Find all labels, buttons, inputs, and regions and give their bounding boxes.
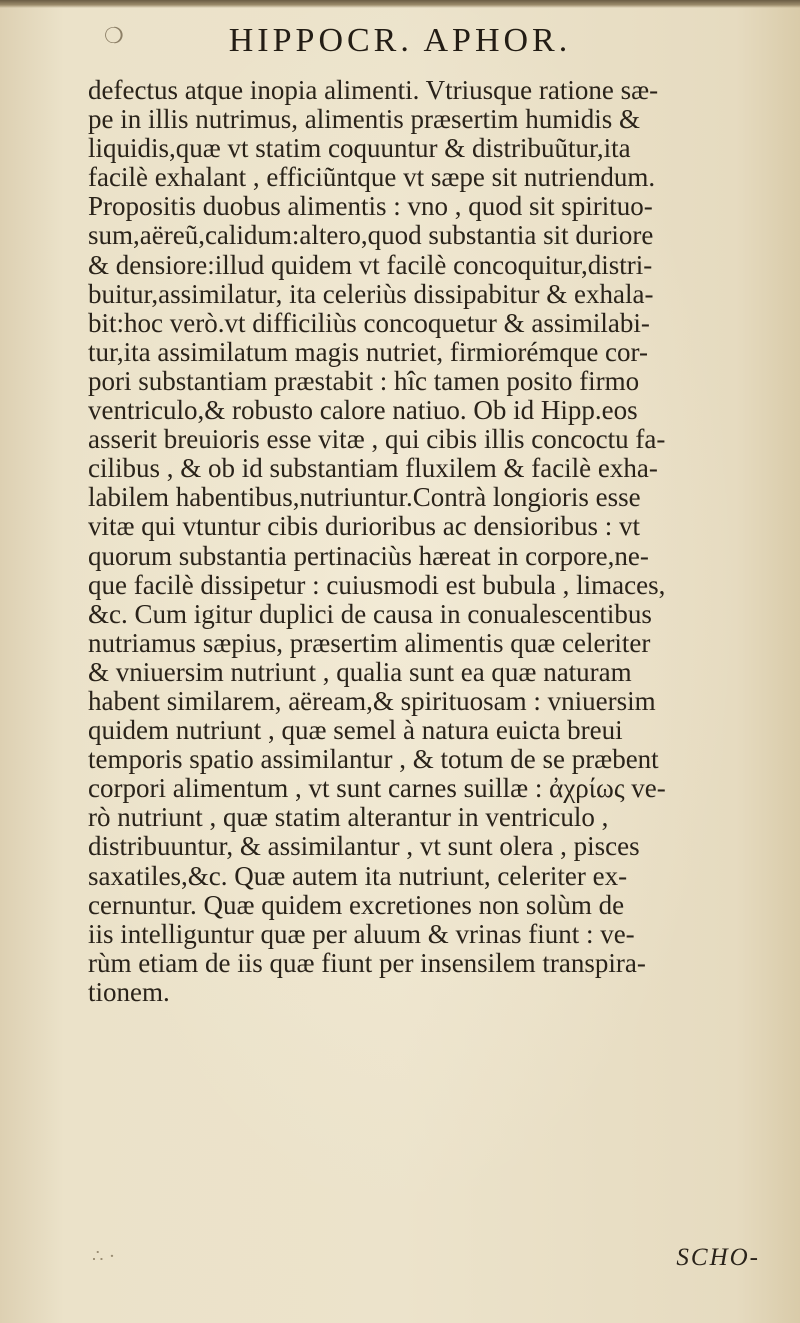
text-line: &c. Cum igitur duplici de causa in conualescentibus <box>88 599 652 629</box>
text-line: temporis spatio assimilantur , & totum de se præbent <box>88 745 659 775</box>
text-line: defectus atque inopia alimenti. Vtriusque ratione sæ- <box>88 76 659 105</box>
text-line: iis intelliguntur quæ per aluum & vrinas fiunt : ve- <box>88 919 635 949</box>
text-line: cernuntur. Quæ quidem excretiones non solùm de <box>88 890 625 920</box>
text-line: liquidis,quæ vt statim coquuntur & distribuũtur,ita <box>88 134 631 164</box>
text-line: quidem nutriunt , quæ semel à natura euicta breui <box>88 716 623 746</box>
body-text <box>88 76 780 1007</box>
text-line: & densiore:illud quidem vt facilè concoquitur,distri- <box>88 250 653 280</box>
text-line: saxatiles,&c. Quæ autem ita nutriunt, celeriter ex- <box>88 861 628 891</box>
text-line: distribuuntur, & assimilantur , vt sunt olera , pisces <box>88 832 640 862</box>
text-line: pori substantiam præstabit : hîc tamen posito firmo <box>88 366 640 396</box>
bleed-through-marks: ∴ · <box>92 1246 115 1267</box>
text-line: asserit breuioris esse vitæ , qui cibis illis concoctu fa- <box>88 425 666 455</box>
text-line: bit:hoc verò.vt difficiliùs concoquetur & assimilabi- <box>88 308 650 338</box>
text-line: buitur,assimilatur, ita celeriùs dissipabitur & exhala- <box>88 279 654 309</box>
text-line: corpori alimentum , vt sunt carnes suillæ : ἀχρίως ve- <box>88 774 666 804</box>
text-line: facilè exhalant , efficiũntque vt sæpe sit nutriendum. <box>88 163 656 193</box>
page-top-edge <box>0 0 800 8</box>
text-line: tur,ita assimilatum magis nutriet, firmiorémque cor- <box>88 337 648 367</box>
text-line: cilibus , & ob id substantiam fluxilem & facilè exha- <box>88 454 658 484</box>
text-line: vitæ qui vtuntur cibis durioribus ac densioribus : vt <box>88 512 640 542</box>
text-line: pe in illis nutrimus, alimentis præsertim humidis & <box>88 105 640 135</box>
text-line: habent similarem, aëream,& spirituosam : vniuersim <box>88 686 656 716</box>
text-line: tionem. <box>88 977 170 1007</box>
text-line: Propositis duobus alimentis : vno , quod sit spirituo- <box>88 192 653 222</box>
catchword: SCHO- <box>676 1244 760 1271</box>
text-line: rò nutriunt , quæ statim alterantur in ventriculo , <box>88 803 609 833</box>
text-line: ventriculo,& robusto calore natiuo. Ob id Hipp.eos <box>88 396 638 426</box>
text-line: & vniuersim nutriunt , qualia sunt ea quæ naturam <box>88 657 632 687</box>
text-line: sum,aëreũ,calidum:altero,quod substantia sit duriore <box>88 221 654 251</box>
text-line: quorum substantia pertinaciùs hæreat in corpore,ne- <box>88 541 649 571</box>
ornament-mark: ❍ <box>104 24 124 49</box>
text-line: labilem habentibus,nutriuntur.Contrà longioris esse <box>88 483 641 513</box>
running-head: HIPPOCR. APHOR. <box>228 22 572 59</box>
text-line: rùm etiam de iis quæ fiunt per insensilem transpira- <box>88 948 646 978</box>
text-line: nutriamus sæpius, præsertim alimentis quæ celeriter <box>88 628 651 658</box>
text-line: que facilè dissipetur : cuiusmodi est bubula , limaces, <box>88 570 666 600</box>
